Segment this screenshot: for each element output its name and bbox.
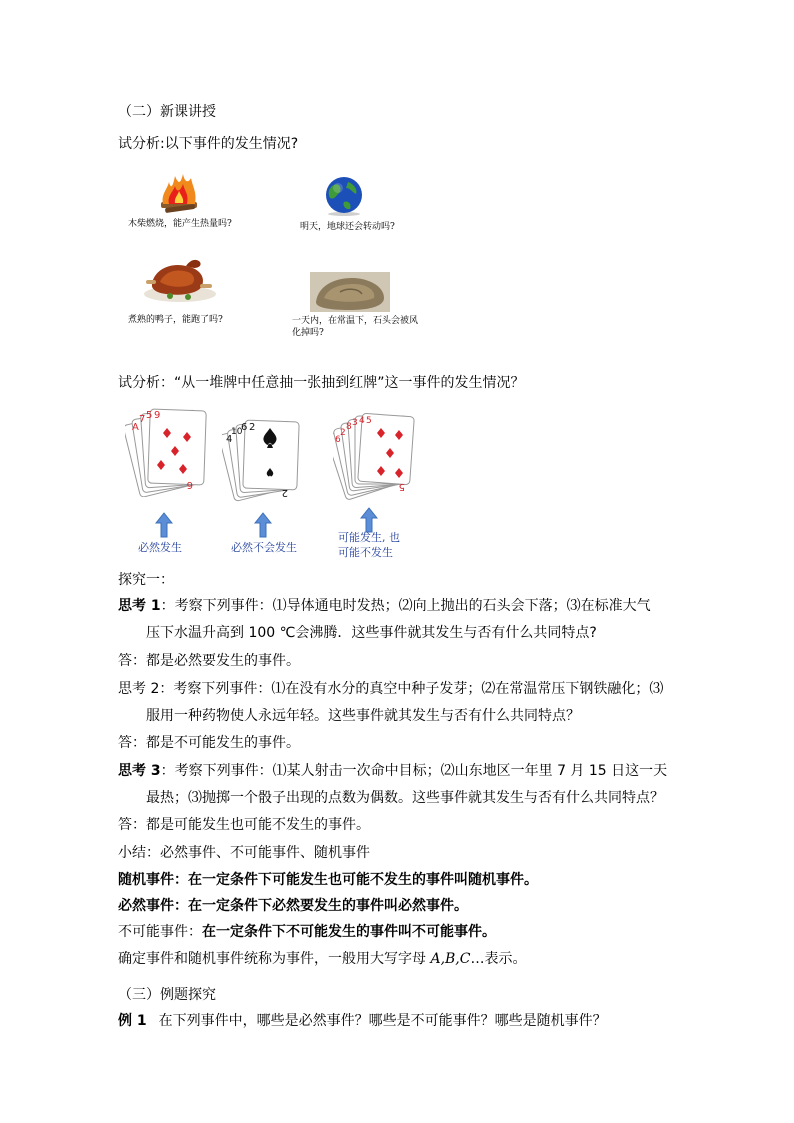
- card-fan-left: [125, 402, 210, 497]
- svg-text:6: 6: [186, 479, 193, 490]
- card-fan-middle: [222, 414, 304, 502]
- think3-line1: [118, 761, 667, 781]
- think1-line2: 压下水温升高到 100 ℃会沸腾．这些事件就其发生与否有什么共同特点?: [146, 625, 597, 641]
- impossible-label: 不可能事件：: [118, 924, 202, 940]
- summary-events-statement: [118, 949, 526, 969]
- card-fan-right: [333, 408, 417, 500]
- think1-line1: [118, 596, 651, 616]
- arrow-up-icon: [360, 507, 378, 533]
- card-label: 2: [340, 428, 346, 438]
- svg-text:2: 2: [281, 487, 288, 498]
- section-heading-3: （三）例题探究: [118, 987, 216, 1003]
- arrow-up-icon: [155, 512, 173, 538]
- events-letters: A,B,C: [430, 951, 471, 967]
- analysis-prompt-1: 试分析:以下事件的发生情况?: [118, 136, 299, 152]
- event-stone-caption-line1: 一天内，在常温下，石头会被风: [292, 316, 419, 326]
- think3-line2: 最热；⑶抛掷一个骰子出现的点数为偶数。这些事件就其发生与否有什么共同特点？: [146, 790, 664, 806]
- event-stone-caption-line2: 化掉吗?: [292, 328, 324, 338]
- roast-duck-image: [140, 254, 218, 304]
- card-label: 4: [226, 434, 233, 445]
- card-label: 4: [359, 416, 365, 426]
- example1-line: [118, 1011, 607, 1031]
- think2-line2: 服用一种药物使人永远年轻。这些事件就其发生与否有什么共同特点？: [146, 708, 580, 724]
- think3-label: 思考 3: [118, 763, 161, 779]
- section-heading-2: （二）新课讲授: [118, 104, 216, 120]
- earth-image: [322, 176, 366, 216]
- explore-title: 探究一：: [118, 572, 174, 588]
- think1-text: ：考察下列事件：⑴导体通电时发热；⑵向上抛出的石头会下落；⑶在标准大气: [160, 598, 651, 614]
- card-label: 5: [366, 416, 372, 426]
- analysis-prompt-2: 试分析：“从一堆牌中任意抽一张抽到红牌”这一事件的发生情况？: [118, 375, 525, 391]
- think1-label: 思考 1: [118, 598, 161, 614]
- svg-text:5: 5: [398, 481, 405, 492]
- summary-certain-definition: 必然事件：在一定条件下必然要发生的事件叫必然事件。: [118, 898, 468, 914]
- card-label: 6: [241, 422, 248, 433]
- example1-label: 例 1: [118, 1013, 147, 1029]
- card-label: 5: [146, 410, 153, 421]
- summary-title: 小结：必然事件、不可能事件、随机事件: [118, 845, 370, 861]
- card-label: 9: [154, 410, 161, 421]
- card-label: A: [132, 422, 139, 433]
- card-label: 3: [352, 418, 358, 428]
- events-pre: 确定事件和随机事件统称为事件，一般用大写字母: [118, 951, 431, 967]
- answer1: 答：都是必然要发生的事件。: [118, 653, 300, 669]
- event-earth-caption: 明天，地球还会转动吗?: [300, 222, 395, 232]
- card-label: 8: [346, 422, 352, 432]
- card-label: 7: [139, 414, 146, 425]
- answer2: 答：都是不可能发生的事件。: [118, 735, 300, 751]
- caption-certain: 必然发生: [138, 541, 182, 554]
- think3-text: ：考察下列事件：⑴某人射击一次命中目标；⑵山东地区一年里 7 月 15 日这一天: [160, 763, 668, 779]
- card-label: 10: [231, 427, 243, 437]
- summary-random-definition: 随机事件：在一定条件下可能发生也可能不发生的事件叫随机事件。: [118, 872, 538, 888]
- card-label: 2: [249, 422, 256, 433]
- fire-image: [155, 170, 203, 214]
- example1-text: 在下列事件中，哪些是必然事件？哪些是不可能事件？哪些是随机事件？: [158, 1013, 607, 1029]
- card-label: 6: [335, 435, 341, 445]
- caption-random-line1: 可能发生, 也: [338, 531, 400, 544]
- answer3: 答：都是可能发生也可能不发生的事件。: [118, 817, 370, 833]
- caption-impossible: 必然不会发生: [231, 541, 297, 554]
- events-post: …表示。: [470, 951, 527, 967]
- event-duck-caption: 煮熟的鸭子，能跑了吗?: [128, 315, 223, 325]
- think2-line1: 思考 2：考察下列事件：⑴在没有水分的真空中种子发芽；⑵在常温常压下钢铁融化；⑶: [118, 681, 664, 697]
- stone-image: [310, 272, 390, 312]
- impossible-body: 在一定条件下不可能发生的事件叫不可能事件。: [202, 924, 496, 940]
- arrow-up-icon: [254, 512, 272, 538]
- summary-impossible-definition: [118, 922, 496, 942]
- event-wood-caption: 木柴燃烧，能产生热量吗?: [128, 219, 232, 229]
- caption-random-line2: 可能不发生: [338, 546, 393, 559]
